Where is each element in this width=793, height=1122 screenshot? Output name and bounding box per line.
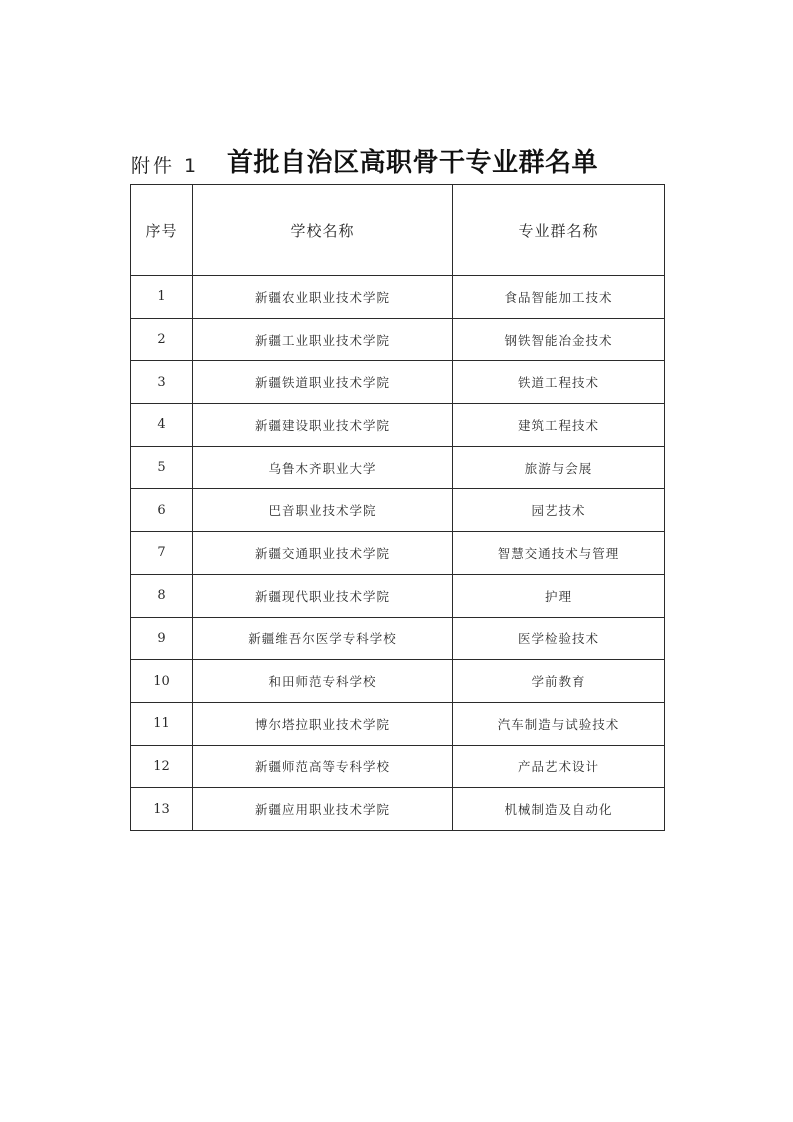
row-number: 4 bbox=[131, 404, 193, 447]
column-header-group: 专业群名称 bbox=[453, 185, 665, 276]
group-name: 汽车制造与试验技术 bbox=[453, 702, 665, 745]
school-name: 新疆交通职业技术学院 bbox=[193, 532, 453, 575]
table-row bbox=[131, 532, 665, 575]
row-number: 1 bbox=[131, 276, 193, 319]
school-name: 乌鲁木齐职业大学 bbox=[193, 446, 453, 489]
page-title: 首批自治区高职骨干专业群名单 bbox=[227, 148, 599, 178]
school-name: 新疆维吾尔医学专科学校 bbox=[193, 617, 453, 660]
school-name: 博尔塔拉职业技术学院 bbox=[193, 702, 453, 745]
table-row bbox=[131, 617, 665, 660]
group-name: 机械制造及自动化 bbox=[453, 788, 665, 831]
row-number: 11 bbox=[131, 702, 193, 745]
table-row bbox=[131, 702, 665, 745]
group-name: 建筑工程技术 bbox=[453, 404, 665, 447]
row-number: 10 bbox=[131, 660, 193, 703]
school-name: 新疆师范高等专科学校 bbox=[193, 745, 453, 788]
school-name: 新疆现代职业技术学院 bbox=[193, 574, 453, 617]
school-name: 新疆应用职业技术学院 bbox=[193, 788, 453, 831]
column-header-school: 学校名称 bbox=[193, 185, 453, 276]
school-name: 新疆铁道职业技术学院 bbox=[193, 361, 453, 404]
row-number: 13 bbox=[131, 788, 193, 831]
group-name: 钢铁智能冶金技术 bbox=[453, 318, 665, 361]
attachment-label: 附件 1 bbox=[131, 155, 200, 177]
group-name: 园艺技术 bbox=[453, 489, 665, 532]
group-name: 学前教育 bbox=[453, 660, 665, 703]
table-row bbox=[131, 276, 665, 319]
group-name: 产品艺术设计 bbox=[453, 745, 665, 788]
row-number: 2 bbox=[131, 318, 193, 361]
professional-group-table bbox=[130, 184, 665, 831]
row-number: 5 bbox=[131, 446, 193, 489]
table-row bbox=[131, 404, 665, 447]
table-row bbox=[131, 788, 665, 831]
school-name: 巴音职业技术学院 bbox=[193, 489, 453, 532]
school-name: 新疆建设职业技术学院 bbox=[193, 404, 453, 447]
table-row bbox=[131, 745, 665, 788]
school-name: 和田师范专科学校 bbox=[193, 660, 453, 703]
school-name: 新疆工业职业技术学院 bbox=[193, 318, 453, 361]
table-row bbox=[131, 446, 665, 489]
group-name: 智慧交通技术与管理 bbox=[453, 532, 665, 575]
group-name: 护理 bbox=[453, 574, 665, 617]
table-header-row bbox=[131, 185, 665, 276]
column-header-number: 序号 bbox=[131, 185, 193, 276]
school-name: 新疆农业职业技术学院 bbox=[193, 276, 453, 319]
table-row bbox=[131, 574, 665, 617]
group-name: 医学检验技术 bbox=[453, 617, 665, 660]
row-number: 7 bbox=[131, 532, 193, 575]
group-name: 铁道工程技术 bbox=[453, 361, 665, 404]
table-row bbox=[131, 318, 665, 361]
row-number: 6 bbox=[131, 489, 193, 532]
group-name: 食品智能加工技术 bbox=[453, 276, 665, 319]
table-row bbox=[131, 660, 665, 703]
group-name: 旅游与会展 bbox=[453, 446, 665, 489]
row-number: 9 bbox=[131, 617, 193, 660]
row-number: 3 bbox=[131, 361, 193, 404]
table-row bbox=[131, 361, 665, 404]
table-row bbox=[131, 489, 665, 532]
document-header bbox=[131, 140, 691, 180]
row-number: 8 bbox=[131, 574, 193, 617]
row-number: 12 bbox=[131, 745, 193, 788]
